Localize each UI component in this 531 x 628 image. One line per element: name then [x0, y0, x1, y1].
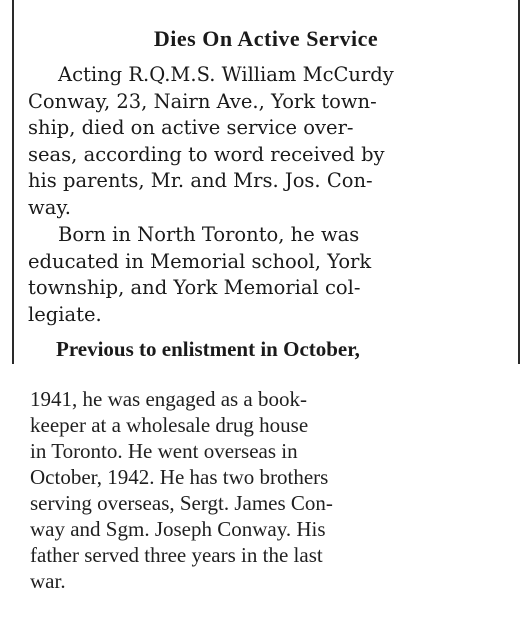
text-line: Acting R.Q.M.S. William McCurdy: [58, 63, 394, 86]
text-line: Born in North Toronto, he was: [58, 223, 360, 246]
text-line: serving overseas, Sergt. James Con-: [30, 491, 333, 515]
paragraph-1: [28, 62, 504, 222]
text-line: township, and York Memorial col-: [28, 276, 361, 300]
text-line: seas, according to word received by: [28, 142, 385, 166]
text-line: in Toronto. He went overseas in: [30, 439, 298, 463]
text-line: war.: [30, 569, 66, 593]
text-line: October, 1942. He has two brothers: [30, 465, 329, 489]
text-line: keeper at a wholesale drug house: [30, 413, 309, 437]
text-line: educated in Memorial school, York: [28, 249, 372, 273]
text-line: father served three years in the last: [30, 543, 323, 567]
article-clipping-top: [12, 0, 520, 364]
text-line: his parents, Mr. and Mrs. Jos. Con-: [28, 169, 373, 193]
article-headline: Dies On Active Service: [153, 26, 379, 51]
paragraph-3-first-line: Previous to enlistment in October,: [56, 337, 360, 361]
text-line: ship, died on active service over-: [28, 116, 354, 140]
text-line: 1941, he was engaged as a book-: [30, 387, 307, 411]
text-line: Conway, 23, Nairn Ave., York town-: [28, 89, 377, 113]
article-continuation: [30, 386, 508, 594]
paragraph-2: [28, 222, 504, 328]
text-line: legiate.: [28, 302, 102, 326]
text-line: way.: [28, 195, 71, 219]
text-line: way and Sgm. Joseph Conway. His: [30, 517, 326, 541]
